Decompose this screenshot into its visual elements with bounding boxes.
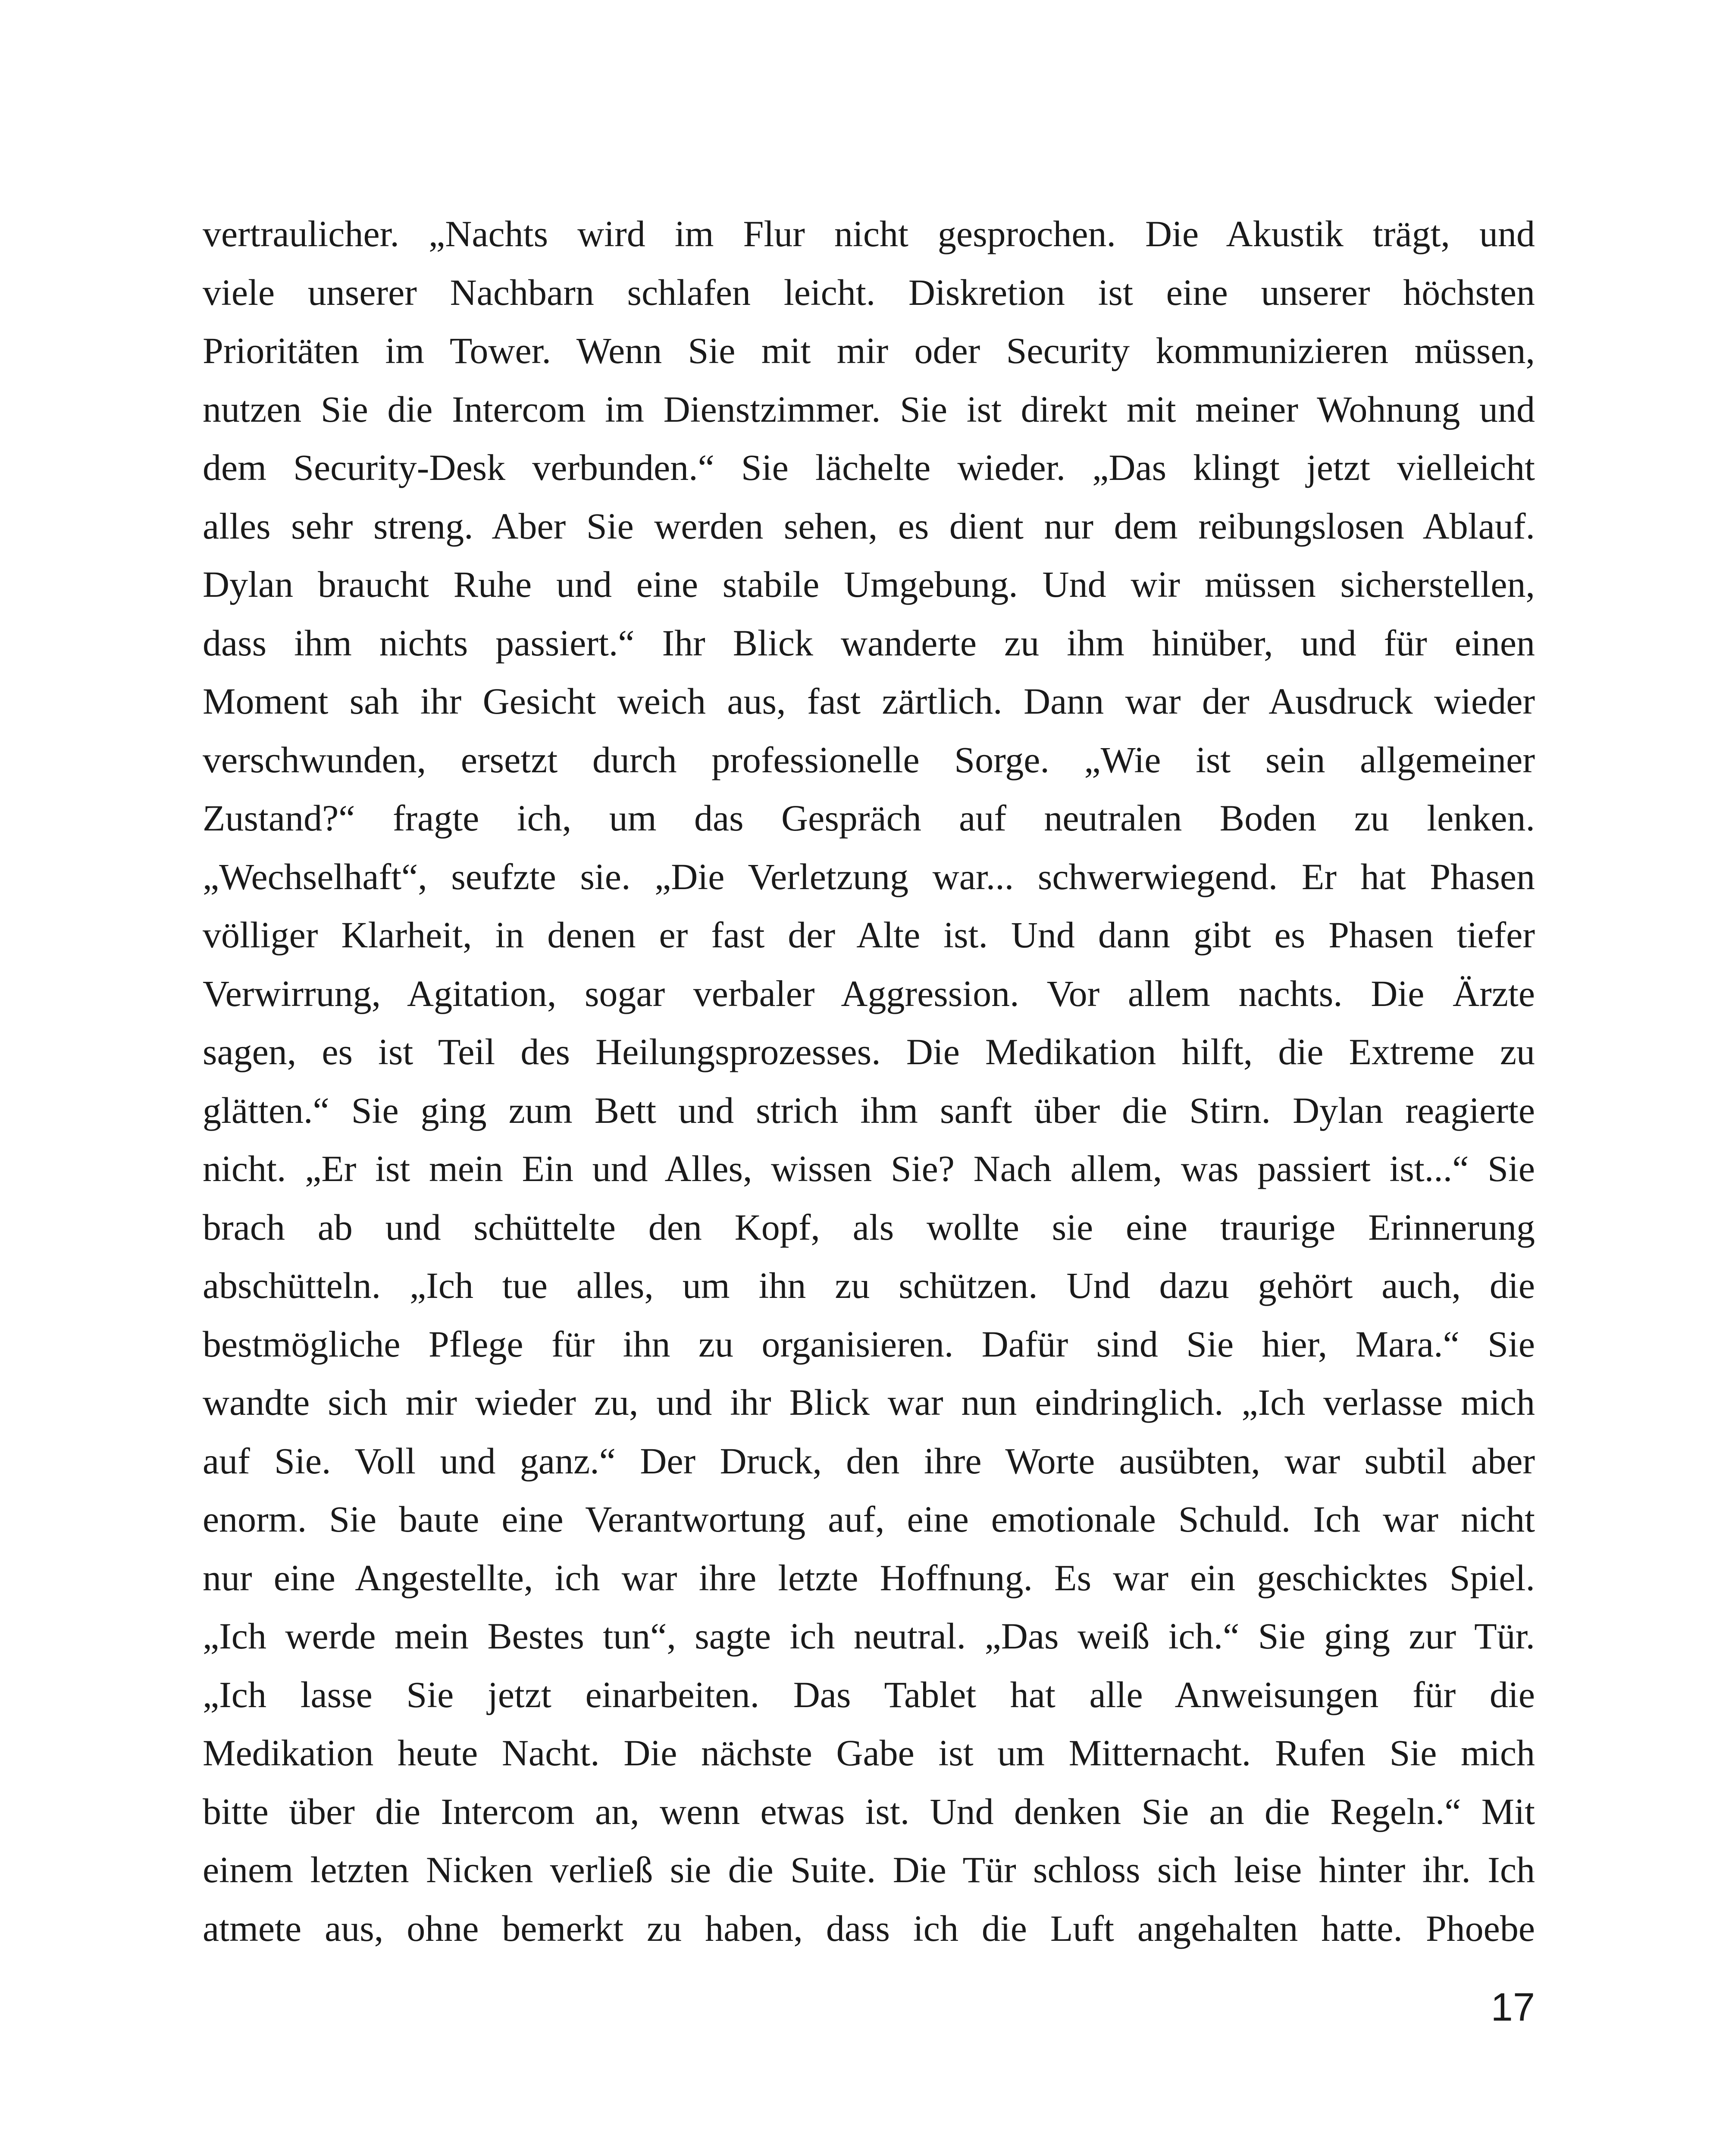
text-line: „Ich werde mein Bestes tun“, sagte ich neutral. „Das weiß ich.“ Sie ging zur Tür.: [203, 1615, 1535, 1657]
text-line: vertraulicher. „Nachts wird im Flur nicht gesprochen. Die Akustik trägt, und: [203, 213, 1535, 254]
text-line: Zustand?“ fragte ich, um das Gespräch auf neutralen Boden zu lenken.: [203, 797, 1535, 839]
text-line: abschütteln. „Ich tue alles, um ihn zu schützen. Und dazu gehört auch, die: [203, 1265, 1535, 1306]
text-line: enorm. Sie baute eine Verantwortung auf, eine emotionale Schuld. Ich war nicht: [203, 1498, 1535, 1540]
text-line: nicht. „Er ist mein Ein und Alles, wissen Sie? Nach allem, was passiert ist...“ Sie: [203, 1148, 1535, 1189]
text-line: viele unserer Nachbarn schlafen leicht. Diskretion ist eine unserer höchsten: [203, 271, 1535, 313]
text-line: Dylan braucht Ruhe und eine stabile Umgebung. Und wir müssen sicherstellen,: [203, 564, 1535, 605]
text-line: nur eine Angestellte, ich war ihre letzte Hoffnung. Es war ein geschicktes Spiel.: [203, 1557, 1535, 1598]
text-line: auf Sie. Voll und ganz.“ Der Druck, den ihre Worte ausübten, war subtil aber: [203, 1440, 1535, 1482]
text-line: wandte sich mir wieder zu, und ihr Blick war nun eindringlich. „Ich verlasse mich: [203, 1382, 1535, 1423]
text-line: atmete aus, ohne bemerkt zu haben, dass ich die Luft angehalten hatte. Phoebe: [203, 1907, 1535, 1949]
text-line: völliger Klarheit, in denen er fast der Alte ist. Und dann gibt es Phasen tiefer: [203, 914, 1535, 956]
text-line: bestmögliche Pflege für ihn zu organisieren. Dafür sind Sie hier, Mara.“ Sie: [203, 1323, 1535, 1365]
text-line: Verwirrung, Agitation, sogar verbaler Aggression. Vor allem nachts. Die Ärzte: [203, 972, 1535, 1014]
text-line: alles sehr streng. Aber Sie werden sehen, es dient nur dem reibungslosen Ablauf.: [203, 505, 1535, 547]
text-line: einem letzten Nicken verließ sie die Suite. Die Tür schloss sich leise hinter ihr. Ich: [203, 1849, 1535, 1890]
text-line: Prioritäten im Tower. Wenn Sie mit mir oder Security kommunizieren müssen,: [203, 330, 1535, 371]
text-line: bitte über die Intercom an, wenn etwas ist. Und denken Sie an die Regeln.“ Mit: [203, 1790, 1535, 1832]
text-line: glätten.“ Sie ging zum Bett und strich ihm sanft über die Stirn. Dylan reagierte: [203, 1089, 1535, 1131]
text-line: sagen, es ist Teil des Heilungsprozesses. Die Medikation hilft, die Extreme zu: [203, 1031, 1535, 1072]
page-number: 17: [1491, 1985, 1535, 2029]
text-line: brach ab und schüttelte den Kopf, als wollte sie eine traurige Erinnerung: [203, 1206, 1535, 1248]
text-line: nutzen Sie die Intercom im Dienstzimmer. Sie ist direkt mit meiner Wohnung und: [203, 388, 1535, 430]
text-line: Moment sah ihr Gesicht weich aus, fast zärtlich. Dann war der Ausdruck wieder: [203, 680, 1535, 722]
text-line: „Wechselhaft“, seufzte sie. „Die Verletzung war... schwerwiegend. Er hat Phasen: [203, 856, 1535, 897]
text-line: dem Security-Desk verbunden.“ Sie lächelte wieder. „Das klingt jetzt vielleicht: [203, 447, 1535, 488]
text-line: Medikation heute Nacht. Die nächste Gabe ist um Mitternacht. Rufen Sie mich: [203, 1732, 1535, 1774]
text-line: „Ich lasse Sie jetzt einarbeiten. Das Tablet hat alle Anweisungen für die: [203, 1673, 1535, 1715]
text-line: dass ihm nichts passiert.“ Ihr Blick wanderte zu ihm hinüber, und für einen: [203, 622, 1535, 664]
body-text: [203, 205, 1535, 1958]
text-line: verschwunden, ersetzt durch professionelle Sorge. „Wie ist sein allgemeiner: [203, 739, 1535, 780]
